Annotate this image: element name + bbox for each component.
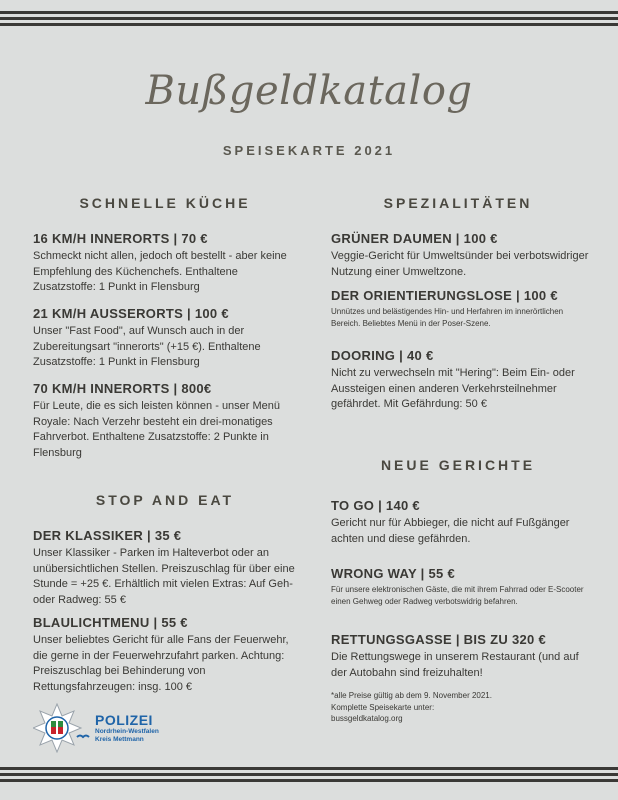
menu-item-title: DER KLASSIKER | 35 € [33, 528, 182, 543]
menu-item [331, 497, 589, 547]
page-subtitle: SPEISEKARTE 2021 [222, 143, 396, 158]
menu-item-title: 21 KM/H AUSSERORTS | 100 € [33, 306, 229, 321]
menu-item [33, 305, 295, 371]
menu-item-title: WRONG WAY | 55 € [331, 566, 456, 581]
menu-item-desc: Unser "Fast Food", auf Wunsch auch in der Zubereitungsart "innerorts" (+15 €). Enthaltene Zusatzstoffe: 1 Punkt in Flensburg [33, 325, 261, 368]
police-logo [33, 703, 159, 753]
menu-item-desc: Für unsere elektronischen Gäste, die mit ihrem Fahrrad oder E-Scooter einen Gehweg oder Radweg verbotswidrig befahren. [331, 585, 584, 606]
police-star-icon [33, 703, 91, 753]
menu-item [33, 527, 295, 608]
menu-item [331, 565, 589, 607]
menu-item-title: 70 KM/H INNERORTS | 800€ [33, 381, 212, 396]
menu-item [33, 230, 295, 296]
menu-item [331, 230, 589, 280]
menu-item-desc: Die Rettungswege in unserem Restaurant (und auf der Autobahn sind freizuhalten! [331, 651, 579, 679]
menu-item [331, 631, 589, 681]
menu-item [331, 287, 589, 329]
footnote-line: bussgeldkatalog.org [331, 714, 403, 723]
menu-item-title: DOORING | 40 € [331, 348, 434, 363]
menu-item-title: DER ORIENTIERUNGSLOSE | 100 € [331, 288, 558, 303]
logo-district: Kreis Mettmann [95, 736, 144, 743]
footnote [331, 690, 561, 725]
top-stripes [0, 11, 618, 29]
menu-item-title: BLAULICHTMENU | 55 € [33, 615, 188, 630]
menu-item-title: GRÜNER DAUMEN | 100 € [331, 231, 498, 246]
section-heading-schnelle-kueche: SCHNELLE KÜCHE [79, 195, 251, 211]
footnote-line: *alle Preise gültig ab dem 9. November 2021. [331, 691, 492, 700]
section-heading-spezialitaeten: SPEZIALITÄTEN [383, 195, 533, 211]
footnote-line: Komplette Speisekarte unter: [331, 702, 435, 712]
menu-item [331, 347, 589, 413]
section-heading-neue-gerichte: NEUE GERICHTE [380, 457, 536, 473]
menu-item-desc: Für Leute, die es sich leisten können - unser Menü Royale: Nach Verzehr besteht ein drei-monatiges Fahrverbot. Enthaltene Zusatzstoffe: 2 Punkte in Flensburg [33, 400, 281, 459]
menu-item-desc: Nicht zu verwechseln mit "Hering": Beim Ein- oder Aussteigen einen anderen Verkehrsteilnehmer gefährdet. Mit Gefährdung: 50 € [331, 367, 575, 410]
menu-item-desc: Schmeckt nicht allen, jedoch oft bestellt - aber keine Empfehlung des Küchenchefs. Enthaltene Zusatzstoffe: 1 Punkt in Flensburg [33, 250, 287, 293]
menu-item-title: RETTUNGSGASSE | BIS ZU 320 € [331, 632, 547, 647]
menu-item-desc: Gericht nur für Abbieger, die nicht auf Fußgänger achten und diese gefährden. [331, 517, 570, 545]
police-logo-text [95, 712, 159, 744]
page-title: Bußgeldkatalog [145, 68, 473, 114]
menu-item [33, 380, 295, 461]
logo-name: POLIZEI [95, 712, 153, 728]
menu-item-desc: Unser Klassiker - Parken im Halteverbot oder an unübersichtlichen Stellen. Preiszuschlag für über eine Stunde = +25 €. Erhältlich mit vielen Extras: Auf Geh- oder Radweg: 55 € [33, 547, 295, 606]
section-heading-stop-and-eat: STOP AND EAT [95, 492, 235, 508]
menu-item-desc: Unser beliebtes Gericht für alle Fans der Feuerwehr, die gerne in der Feuerwehrzufahrt parken. Achtung: Preiszuschlag bei Behinderung von Rettungsfahrzeugen: insg. 100 € [33, 634, 289, 693]
menu-item-desc: Unnützes und belästigendes Hin- und Herfahren im innerörtlichen Bereich. Beliebtes Menü in der Poser-Szene. [331, 307, 564, 328]
menu-item-title: TO GO | 140 € [331, 498, 420, 513]
menu-item-title: 16 KM/H INNERORTS | 70 € [33, 231, 208, 246]
bottom-stripes [0, 767, 618, 785]
logo-state: Nordrhein-Westfalen [95, 728, 159, 735]
menu-item [33, 614, 295, 695]
menu-item-desc: Veggie-Gericht für Umweltsünder bei verbotswidriger Nutzung einer Umweltzone. [331, 250, 589, 278]
